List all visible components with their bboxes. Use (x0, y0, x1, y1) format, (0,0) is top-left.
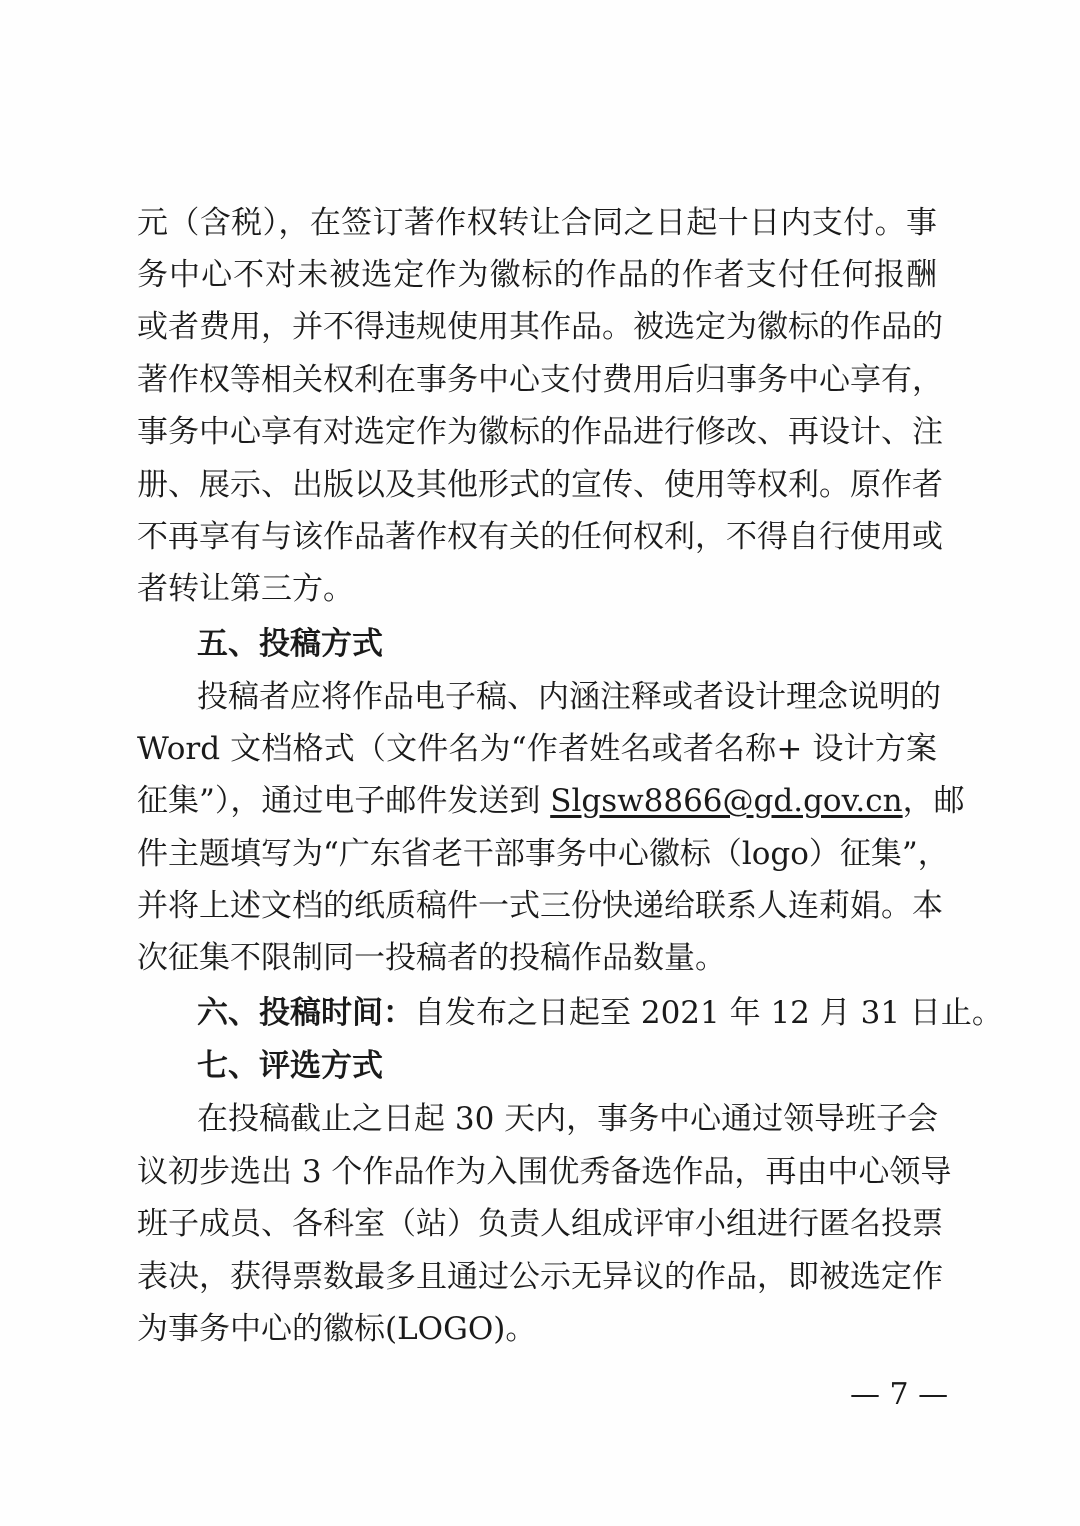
paragraph-text: ，邮 (902, 783, 965, 819)
paragraph-line: 为事务中心的徽标(LOGO)。 (137, 1311, 537, 1347)
section-heading: 七、评选方式 (197, 1048, 383, 1084)
paragraph-line: 并将上述文档的纸质稿件一式三份快递给联系人连莉娟。本 (137, 888, 943, 924)
section-heading: 六、投稿时间： (197, 995, 414, 1031)
paragraph-line: 件主题填写为“广东省老干部事务中心徽标（logo）征集”， (137, 836, 949, 872)
email-link[interactable]: Slgsw8866@gd.gov.cn (550, 783, 903, 819)
paragraph-line: 在投稿截止之日起 30 天内，事务中心通过领导班子会 (197, 1101, 939, 1137)
paragraph-line: 议初步选出 3 个作品作为入围优秀备选作品，再由中心领导 (137, 1154, 952, 1190)
section-six-line (197, 993, 1003, 1033)
paragraph-line: 投稿者应将作品电子稿、内涵注释或者设计理念说明的 (197, 679, 941, 715)
paragraph-line: 班子成员、各科室（站）负责人组成评审小组进行匿名投票 (137, 1206, 943, 1242)
page-number: — 7 — (850, 1377, 949, 1412)
paragraph-line: 事务中心享有对选定作为徽标的作品进行修改、再设计、注 (137, 414, 943, 450)
paragraph-line: 著作权等相关权利在事务中心支付费用后归事务中心享有， (137, 362, 943, 398)
paragraph-line: 务中心不对未被选定作为徽标的作品的作者支付任何报酬 (137, 257, 937, 293)
paragraph-line-email (137, 781, 965, 821)
paragraph-line: 表决，获得票数最多且通过公示无异议的作品，即被选定作 (137, 1259, 943, 1295)
paragraph-line: Word 文档格式（文件名为“作者姓名或者名称+ 设计方案 (137, 731, 937, 767)
paragraph-line: 者转让第三方。 (137, 571, 354, 607)
paragraph-text: 征集”），通过电子邮件发送到 (137, 783, 551, 819)
section-heading: 五、投稿方式 (197, 626, 383, 662)
paragraph-line: 或者费用，并不得违规使用其作品。被选定为徽标的作品的 (137, 309, 943, 345)
paragraph-line: 元（含税），在签订著作权转让合同之日起十日内支付。事 (137, 205, 937, 241)
paragraph-line: 册、展示、出版以及其他形式的宣传、使用等权利。原作者 (137, 467, 943, 503)
paragraph-text: 自发布之日起至 2021 年 12 月 31 日止。 (414, 995, 1003, 1031)
paragraph-line: 次征集不限制同一投稿者的投稿作品数量。 (137, 940, 726, 976)
paragraph-line: 不再享有与该作品著作权有关的任何权利，不得自行使用或 (137, 519, 943, 555)
